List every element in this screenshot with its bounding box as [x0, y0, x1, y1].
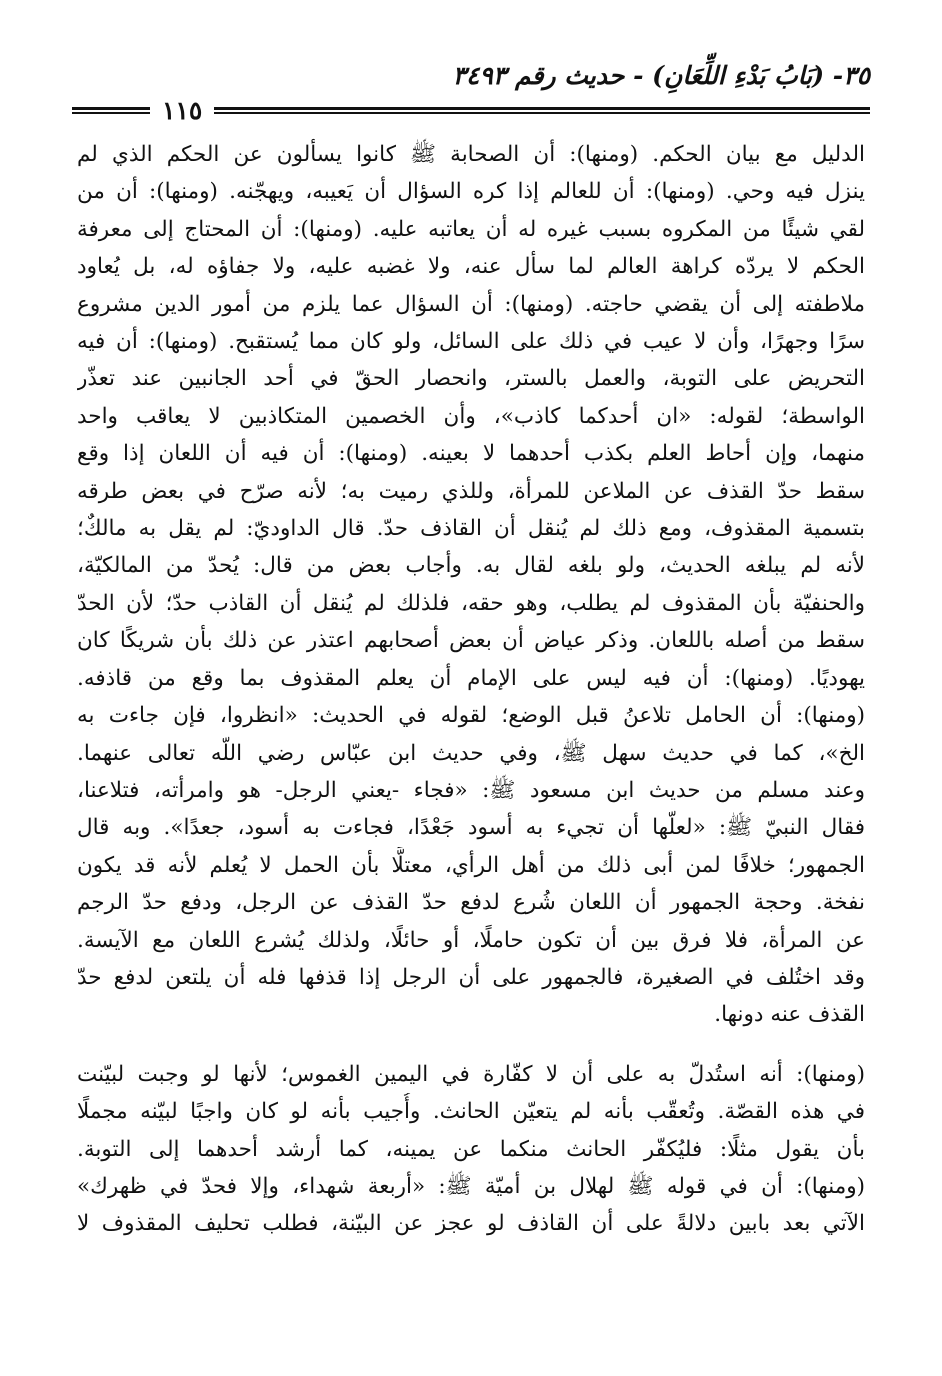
- text-line: الواسطة؛ لقوله: «ان أحدكما كاذب»، وأن الخصمين المتكاذبين لا يعاقب واحد: [77, 403, 865, 429]
- text-line: الحكم لا يردّه كراهة العالم لما سأل عنه، ولا غضبه عليه، ولا جفاؤه له، بل يُعاود: [77, 254, 865, 280]
- text-line: ينزل فيه وحي. (ومنها): أن للعالم إذا كره السؤال أن يَعيبه، ويهجّنه. (ومنها): أن من: [77, 179, 865, 205]
- paragraph-2: [77, 1056, 865, 1243]
- header-rule: [72, 95, 870, 125]
- page-number: ١١٥: [162, 95, 203, 125]
- paragraph-gap: [77, 1034, 865, 1056]
- text-line: سقط حدّ القذف عن الملاعن للمرأة، وللذي رميت به؛ لأنه صرّح في بعض طرقه: [77, 478, 865, 504]
- header-rule-short: [72, 107, 150, 114]
- text-line: سرًا وجهرًا، وأن لا عيب في ذلك على السائل، ولو كان مما يُستقبح. (ومنها): أن فيه: [77, 329, 865, 355]
- text-line: عن المرأة، فلا فرق بين أن تكون حاملًا، أو حائلًا، ولذلك يُشرع اللعان مع الآيسة.: [77, 927, 865, 953]
- page-body: [77, 136, 865, 1243]
- text-line: الخ»، كما في حديث سهل ﷺ، وفي حديث ابن عبّاس رضي اللّه تعالى عنهما.: [77, 740, 865, 766]
- text-line: سقط من أصله باللعان. وذكر عياض أن بعض أصحابهم اعتذر عن ذلك بأن شريكًا كان: [77, 628, 865, 654]
- header-rule-long: [214, 107, 870, 114]
- page-header: [72, 58, 870, 92]
- text-line: بتسمية المقذوف، ومع ذلك لم يُنقل أن القاذف حدّ. قال الداوديّ: لم يقل به مالكٌ؛: [77, 516, 865, 542]
- text-line: لقي شيئًا من المكروه بسبب غيره له أن يعاتبه عليه. (ومنها): أن المحتاج إلى معرفة: [77, 216, 865, 242]
- text-line: لأنه لم يبلغه الحديث، ولو بلغه لقال به. وأجاب بعض من قال: يُحدّ من المالكيّة،: [77, 553, 865, 579]
- text-line: الدليل مع بيان الحكم. (ومنها): أن الصحابة ﷺ كانوا يسألون عن الحكم الذي لم: [77, 142, 865, 167]
- text-line: والحنفيّة بأن المقذوف لم يطلب، وهو حقه، فلذلك لم يُنقل أن القاذب حدّ؛ لأن الحدّ: [77, 590, 865, 616]
- text-line: (ومنها): أن في قوله ﷺ لهلال بن أميّة ﷺ: «أربعة شهداء، وإلا فحدّ في ظهرك»: [77, 1173, 865, 1199]
- running-title: ٣٥- (بَابُ بَدْءِ اللِّعَانِ) - حديث رقم ٣٤٩٣: [452, 60, 870, 90]
- text-line: منهما، وإن أحاط العلم بكذب أحدهما لا بعينه. (ومنها): أن فيه أن اللعان إذا وقع: [77, 441, 865, 467]
- text-line: وعند مسلم من حديث ابن مسعود ﷺ: «فجاء -يعني الرجل- هو وامرأته، فتلاعنا،: [77, 777, 865, 803]
- text-line: فقال النبيّ ﷺ: «لعلّها أن تجيء به أسود جَعْدًا، فجاءت به أسود، جعدًا». وبه قال: [77, 815, 865, 841]
- text-line: ملاطفته إلى أن يقضي حاجته. (ومنها): أن السؤال عما يلزم من أمور الدين مشروع: [77, 291, 865, 317]
- text-line: بأن يقول مثلًا: فليُكفّر الحانث منكما عن يمينه، كما أرشد أحدهما إلى التوبة.: [77, 1136, 865, 1162]
- text-line: الجمهور؛ خلافًا لمن أبى ذلك من أهل الرأي، معتلًّا بأن الحمل لا يُعلم لأنه قد يكون: [77, 852, 865, 878]
- text-line: (ومنها): أن الحامل تلاعنُ قبل الوضع؛ لقوله في الحديث: «انظروا، فإن جاءت به: [77, 703, 865, 729]
- text-line: التحريض على التوبة، والعمل بالستر، وانحصار الحقّ في أحد الجانبين عند تعذّر: [77, 366, 865, 392]
- text-line: في هذه القصّة. وتُعقّب بأنه لم يتعيّن الحانث. وأُجيب بأنه لو كان واجبًا لبيّنه مجملًا: [77, 1099, 865, 1125]
- text-line: الآتي بعد بابين دلالةً على أن القاذف لو عجز عن البيّنة، فطلب تحليف المقذوف لا: [77, 1211, 865, 1237]
- text-line: يهوديًا. (ومنها): أن فيه ليس على الإمام أن يعلم المقذوف بما وقع من قاذفه.: [77, 665, 865, 691]
- text-line: وقد اختُلف في الصغيرة، فالجمهور على أن الرجل إذا قذفها فله أن يلتعن لدفع حدّ: [77, 964, 865, 990]
- text-line: نفخة. وحجة الجمهور أن اللعان شُرع لدفع حدّ القذف عن الرجل، ودفع حدّ الرجم: [77, 890, 865, 916]
- text-line: (ومنها): أنه استُدلّ به على أن لا كفّارة في اليمين الغموس؛ لأنها لو وجبت لبيّنت: [77, 1061, 865, 1087]
- paragraph-1: [77, 136, 865, 1034]
- text-line: القذف عنه دونها.: [714, 1002, 865, 1028]
